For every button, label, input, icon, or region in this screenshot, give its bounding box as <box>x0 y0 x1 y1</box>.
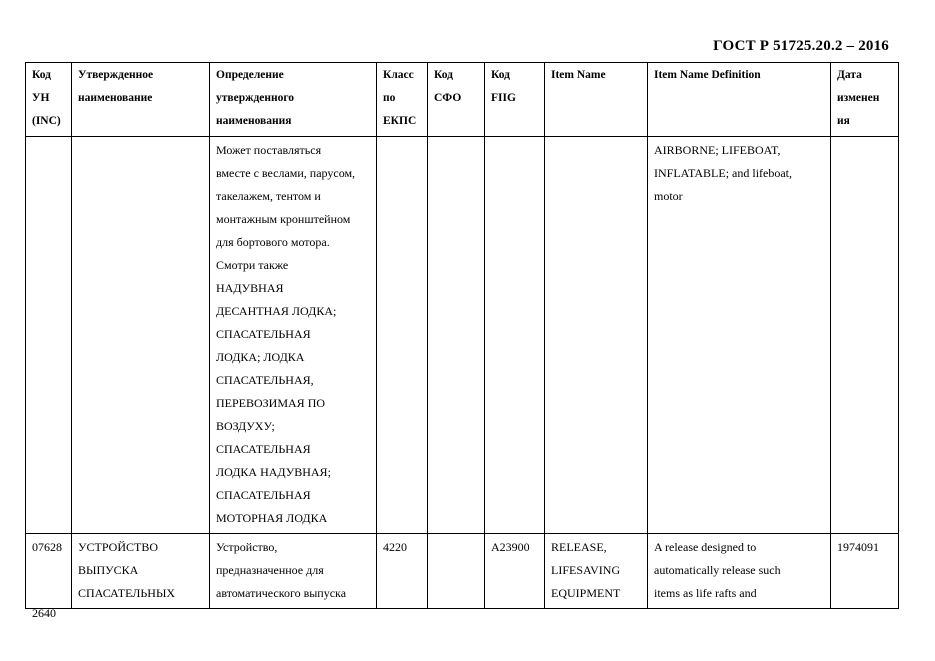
header-change-date: Дата изменен ия <box>831 63 899 137</box>
cell-inc: 07628 <box>26 534 72 609</box>
cell-ekps-class <box>377 137 428 534</box>
header-definition: Определение утвержденного наименования <box>210 63 377 137</box>
header-item-name-definition: Item Name Definition <box>648 63 831 137</box>
table-header-row <box>26 63 899 137</box>
cell-ekps-class: 4220 <box>377 534 428 609</box>
header-inc: Код УН (INC) <box>26 63 72 137</box>
cell-definition: Устройство, предназначенное для автоматического выпуска <box>210 534 377 609</box>
catalog-table <box>25 62 899 609</box>
cell-sfo-code <box>428 534 485 609</box>
page-number: 2640 <box>32 606 56 620</box>
cell-change-date: 1974091 <box>831 534 899 609</box>
cell-sfo-code <box>428 137 485 534</box>
cell-fiig-code <box>485 137 545 534</box>
header-sfo-code: Код СФО <box>428 63 485 137</box>
header-fiig-code: Код FIIG <box>485 63 545 137</box>
cell-approved-name <box>72 137 210 534</box>
header-ekps-class: Класс по ЕКПС <box>377 63 428 137</box>
document-code: ГОСТ Р 51725.20.2 – 2016 <box>713 38 889 54</box>
cell-approved-name: УСТРОЙСТВО ВЫПУСКА СПАСАТЕЛЬНЫХ <box>72 534 210 609</box>
header-item-name: Item Name <box>545 63 648 137</box>
header-approved-name: Утвержденное наименование <box>72 63 210 137</box>
cell-definition: Может поставляться вместе с веслами, парусом, такелажем, тентом и монтажным кронштейном для бортового мотора. Смотри также НАДУВНАЯ ДЕСАНТНАЯ ЛОДКА; СПАСАТЕЛЬНАЯ ЛОДКА; ЛОДКА СПАСАТЕЛЬНАЯ, ПЕРЕВОЗИМАЯ ПО ВОЗДУХУ; СПАСАТЕЛЬНАЯ ЛОДКА НАДУВНАЯ; СПАСАТЕЛЬНАЯ МОТОРНАЯ ЛОДКА <box>210 137 377 534</box>
cell-item-name: RELEASE, LIFESAVING EQUIPMENT <box>545 534 648 609</box>
cell-item-name-definition: A release designed to automatically release such items as life rafts and <box>648 534 831 609</box>
table-row <box>26 534 899 609</box>
table-row <box>26 137 899 534</box>
cell-item-name-definition: AIRBORNE; LIFEBOAT, INFLATABLE; and lifeboat, motor <box>648 137 831 534</box>
cell-fiig-code: A23900 <box>485 534 545 609</box>
cell-inc <box>26 137 72 534</box>
cell-change-date <box>831 137 899 534</box>
cell-item-name <box>545 137 648 534</box>
